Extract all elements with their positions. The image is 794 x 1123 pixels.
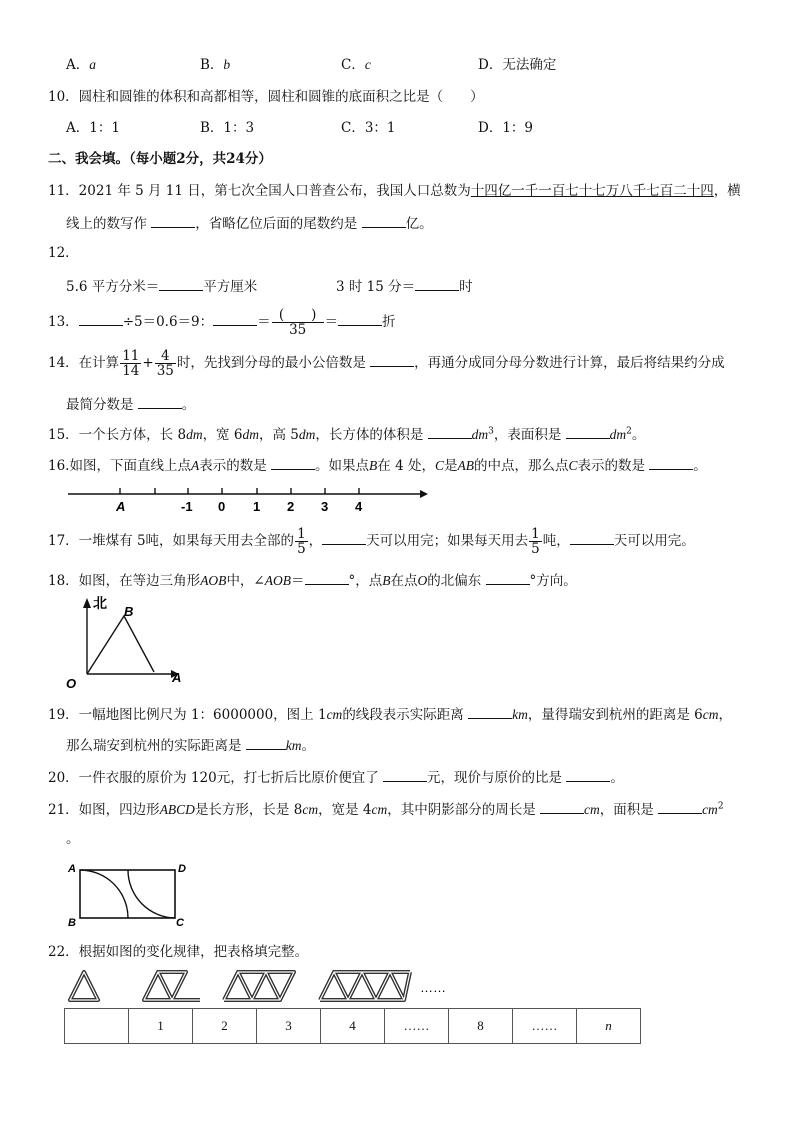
answer-blank[interactable] (540, 799, 584, 814)
vertex-o-label: O (66, 676, 77, 691)
number-line (0, 478, 794, 518)
q20-line: 20．一件衣服的原价为 120元，打七折后比原价便宜了 元，现价与原价的比是 。 (48, 767, 624, 787)
answer-blank[interactable] (566, 767, 610, 782)
q14-line2: 最简分数是 。 (66, 394, 195, 414)
answer-blank[interactable] (213, 311, 257, 326)
corner-b-label: B (68, 917, 76, 929)
tick-label: 2 (287, 499, 295, 514)
answer-blank[interactable] (649, 455, 693, 470)
q10-text: 10．圆柱和圆锥的体积和高都相等，圆柱和圆锥的底面积之比是（ ） (48, 89, 484, 105)
q12-line-a: 5.6 平方分米＝ 平方厘米 (66, 276, 257, 296)
rectangle-figure (64, 858, 194, 930)
vertex-a-label: A (172, 670, 182, 685)
table-cell: 2 (193, 1009, 257, 1044)
fraction: $\frac{( )}{35}$ (272, 308, 324, 337)
table-cell: …… (513, 1009, 577, 1044)
table-cell: …… (385, 1009, 449, 1044)
answer-blank[interactable] (246, 735, 286, 750)
answer-blank[interactable] (159, 276, 203, 291)
q16-line: 16.如图，下面直线上点A表示的数是 。如果点B在 4 处，C是AB的中点，那么点C表示的数是 。 (48, 455, 707, 475)
q9-option-c: C．c (341, 57, 371, 73)
q11-line1: 11．2021 年 5 月 11 日，第七次全国人口普查公布，我国人口总数为十四亿一千一百七十七万八千七百二十四，横 (48, 183, 741, 199)
fraction: $\frac{11}{14}$ (122, 348, 140, 379)
q11-line2: 线上的数写作 ，省略亿位后面的尾数约是 亿。 (66, 213, 433, 233)
answer-blank[interactable] (658, 799, 702, 814)
q14-line1: 14．在计算 $\frac{11}{14}$ + $\frac{4}{35}$ 时，先找到分母的最小公倍数是 ，再通分成同分母分数进行计算，最后将结果约分成 (48, 348, 725, 379)
q19-line2: 那么瑞安到杭州的实际距离是 km。 (66, 735, 315, 755)
point-a-label: A (116, 499, 126, 514)
q9-option-a: A．a (66, 57, 96, 73)
q15-line: 15．一个长方体，长 8dm，宽 6dm，高 5dm，长方体的体积是 $dm^3$，表面积是 $dm^2$。 (48, 424, 645, 444)
answer-blank[interactable] (570, 530, 614, 545)
corner-d-label: D (178, 863, 186, 875)
answer-blank[interactable] (468, 704, 512, 719)
answer-blank[interactable] (486, 570, 530, 585)
q19-line1: 19．一幅地图比例尺为 1：6000000，图上 1cm的线段表示实际距离 km，量得瑞安到杭州的距离是 6cm， (48, 704, 732, 724)
answer-blank[interactable] (415, 276, 459, 291)
fraction: $\frac{1}{5}$ (297, 526, 306, 557)
q22-text: 22．根据如图的变化规律，把表格填完整。 (48, 944, 309, 960)
stick-triangles-pattern (64, 966, 484, 1008)
q13-line: 13． ÷5＝0.6＝9： ＝ $\frac{( )}{35}$ ＝ 折 (48, 307, 396, 338)
q9-option-d: D．无法确定 (478, 57, 557, 73)
table-cell: 4 (321, 1009, 385, 1044)
answer-blank[interactable] (271, 455, 315, 470)
table-cell: 1 (129, 1009, 193, 1044)
continuation-dots: …… (420, 980, 446, 995)
answer-blank[interactable] (151, 213, 195, 228)
answer-blank[interactable] (362, 213, 406, 228)
answer-blank[interactable] (338, 311, 382, 326)
q10-option-d: D．1：9 (478, 120, 534, 136)
answer-blank[interactable] (138, 394, 182, 409)
tick-label: 1 (253, 499, 261, 514)
vertex-b-label: B (124, 604, 134, 619)
triangle-figure (62, 594, 202, 694)
tick-label: 4 (355, 499, 363, 514)
q10-option-c: C．3：1 (341, 120, 396, 136)
q17-line: 17．一堆煤有 5吨，如果每天用去全部的 $\frac{1}{5}$ ， 天可以用完；如果每天用去 $\frac{1}{5}$ 吨， 天可以用完。 (48, 526, 695, 557)
answer-blank[interactable] (428, 424, 472, 439)
q18-line: 18．如图，在等边三角形AOB中，∠AOB＝ °，点B在点O的北偏东 °方向。 (48, 570, 577, 590)
corner-a-label: A (68, 863, 76, 875)
answer-blank[interactable] (370, 352, 414, 367)
table-cell[interactable] (65, 1009, 129, 1044)
section-heading: 二、我会填。（每小题2分，共24分） (48, 151, 272, 167)
q12-line-b: 3 时 15 分＝ 时 (336, 276, 473, 296)
fraction: $\frac{4}{35}$ (156, 348, 174, 379)
table-cell: 8 (449, 1009, 513, 1044)
fraction: $\frac{1}{5}$ (531, 526, 540, 557)
q12-number: 12． (48, 245, 79, 261)
q21-line: 21．如图，四边形ABCD是长方形，长是 8cm，宽是 4cm，其中阴影部分的周长是 cm，面积是 $cm^2$ (48, 799, 724, 819)
answer-blank[interactable] (79, 311, 123, 326)
q10-option-a: A．1：1 (66, 120, 120, 136)
tick-label: -1 (181, 499, 193, 514)
tick-label: 0 (218, 499, 226, 514)
answer-blank[interactable] (322, 530, 366, 545)
table-row (65, 1009, 641, 1044)
answer-blank[interactable] (305, 570, 349, 585)
corner-c-label: C (176, 917, 184, 929)
table-cell: 3 (257, 1009, 321, 1044)
q10-option-b: B．1：3 (200, 120, 255, 136)
q21-period: 。 (66, 831, 80, 847)
pattern-table (64, 1008, 641, 1044)
q9-option-b: B．b (200, 57, 231, 73)
tick-label: 3 (321, 499, 329, 514)
north-label: 北 (93, 595, 107, 611)
answer-blank[interactable] (383, 767, 427, 782)
table-cell: n (577, 1009, 641, 1044)
answer-blank[interactable] (566, 424, 610, 439)
